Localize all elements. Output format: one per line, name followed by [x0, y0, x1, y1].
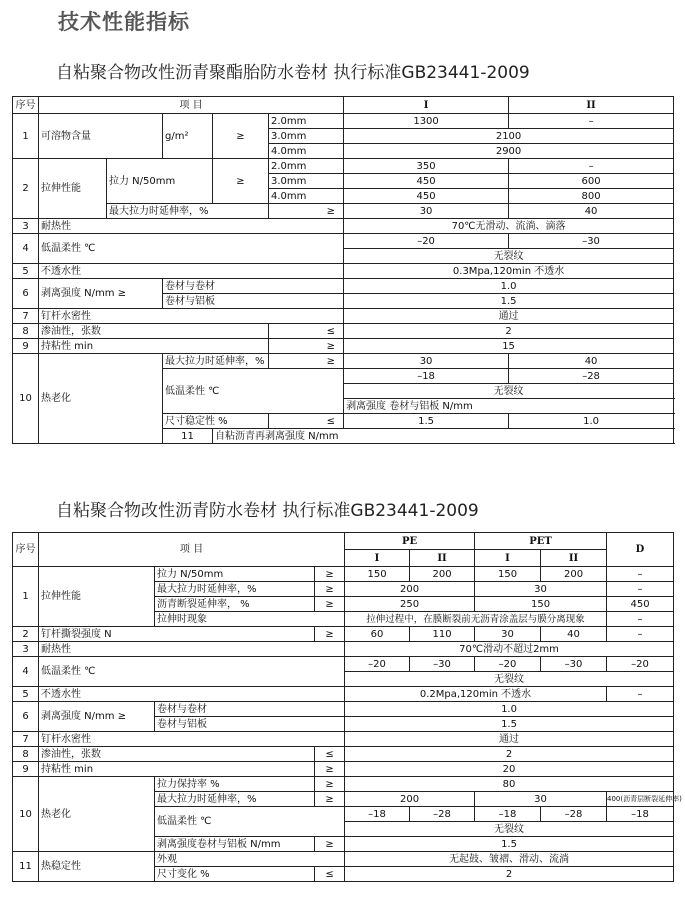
row-no: 10 — [13, 354, 39, 444]
cell-value: 2 — [345, 747, 674, 762]
header-pet: PET — [475, 533, 607, 550]
row-name: 剥离强度 N/mm ≥ — [39, 279, 163, 309]
cell-value: 20 — [345, 762, 674, 777]
cell-value: –18 — [475, 807, 541, 822]
row-op: ≥ — [315, 792, 345, 807]
cell-value: 1.5 — [344, 294, 674, 309]
row-no: 1 — [13, 567, 39, 627]
cell-value: –20 — [607, 657, 674, 672]
cell-value: 70℃无滑动、流淌、滴落 — [344, 219, 674, 234]
table-row — [13, 627, 674, 642]
sub-item: 最大拉力时延伸率，% — [155, 582, 315, 597]
cell-value: 350 — [344, 159, 509, 174]
sub-item: 剥离强度卷材与铝板 N/mm — [155, 837, 315, 852]
cell-value: 30 — [344, 354, 509, 369]
row-unit: g/m² — [163, 114, 213, 159]
row-no: 11 — [163, 429, 213, 444]
table-row — [13, 354, 674, 369]
row-name: 耐热性 — [39, 642, 345, 657]
table-row — [13, 852, 674, 867]
cell-value: 0.2Mpa,120min 不透水 — [345, 687, 607, 702]
cell-value: –20 — [345, 657, 410, 672]
sub-item: 拉力 N/50mm — [107, 159, 213, 204]
row-op: ≥ — [269, 339, 344, 354]
row-name: 热老化 — [39, 354, 163, 444]
header-grade-i: I — [344, 97, 509, 114]
cell-value: –30 — [410, 657, 475, 672]
cell-value: – — [607, 687, 674, 702]
cell-value: – — [509, 159, 674, 174]
row-no: 6 — [13, 702, 39, 732]
row-no: 8 — [13, 324, 39, 339]
cell-value: 1.0 — [509, 414, 674, 429]
cell-value: 200 — [541, 567, 607, 582]
sub-item: 卷材与铝板 — [163, 294, 344, 309]
table-row — [13, 732, 674, 747]
cell-value: 450 — [344, 174, 509, 189]
header-grade-ii: II — [509, 97, 674, 114]
table-row — [13, 657, 674, 672]
table-row — [13, 234, 674, 249]
row-name: 钉杆撕裂强度 N — [39, 627, 315, 642]
cell-value: 2 — [345, 867, 674, 882]
row-name: 渗油性，张数 — [39, 324, 269, 339]
table-row — [13, 114, 674, 129]
row-no: 6 — [13, 279, 39, 309]
header-grade-ii: II — [541, 550, 607, 567]
table-row — [13, 309, 674, 324]
cell-value: 40 — [541, 627, 607, 642]
row-no: 9 — [13, 339, 39, 354]
row-name: 可溶物含量 — [39, 114, 163, 159]
thickness: 4.0mm — [269, 144, 344, 159]
row-op: ≥ — [269, 204, 344, 219]
row-name: 钉杆水密性 — [39, 309, 344, 324]
row-name: 持粘性 min — [39, 762, 315, 777]
row-op: ≥ — [315, 597, 345, 612]
table-row — [13, 702, 674, 717]
product-title-2: 自粘聚合物改性沥青防水卷材 执行标准GB23441-2009 — [56, 501, 479, 521]
row-op: ≥ — [315, 777, 345, 792]
cell-value: –30 — [509, 234, 674, 249]
cell-value: 250 — [345, 597, 475, 612]
row-no: 5 — [13, 687, 39, 702]
cell-value: 450 — [344, 189, 509, 204]
sub-item: 沥青断裂延伸率， % — [155, 597, 315, 612]
cell-value: 600 — [509, 174, 674, 189]
row-op: ≥ — [315, 567, 345, 582]
table-row — [13, 219, 674, 234]
row-name: 拉伸性能 — [39, 159, 107, 219]
cell-value: – — [509, 114, 674, 129]
cell-value: 无起鼓、皱褶、滑动、流淌 — [345, 852, 674, 867]
cell-value: – — [607, 627, 674, 642]
header-item: 项 目 — [39, 97, 344, 114]
cell-value: 150 — [475, 597, 607, 612]
cell-value: 70℃滑动不超过2mm — [345, 642, 674, 657]
table-row — [13, 204, 674, 219]
sub-item: 最大拉力时延伸率，% — [107, 204, 269, 219]
cell-value: 30 — [475, 582, 607, 597]
table-row — [13, 747, 674, 762]
header-pe: PE — [345, 533, 475, 550]
sub-item: 剥离强度 卷材与铝板 N/mm — [344, 399, 674, 414]
row-no: 1 — [13, 114, 39, 159]
cell-value: 2 — [344, 324, 674, 339]
cell-value: 150 — [475, 567, 541, 582]
row-op: ≥ — [213, 159, 269, 204]
row-op: ≥ — [315, 582, 345, 597]
cell-value: 800 — [509, 189, 674, 204]
table-row — [13, 324, 674, 339]
row-no: 2 — [13, 159, 39, 219]
cell-value: 30 — [475, 627, 541, 642]
cell-value: 40 — [509, 204, 674, 219]
row-no: 10 — [13, 777, 39, 852]
thickness: 2.0mm — [269, 114, 344, 129]
table-row — [13, 777, 674, 792]
cell-value: 无裂纹 — [344, 384, 674, 399]
cell-value: 通过 — [344, 309, 674, 324]
row-no: 8 — [13, 747, 39, 762]
cell-value: 1300 — [344, 114, 509, 129]
product-title-1: 自粘聚合物改性沥青聚酯胎防水卷材 执行标准GB23441-2009 — [56, 63, 530, 83]
row-op: ≥ — [269, 354, 344, 369]
cell-value: 0.3Mpa,120min 不透水 — [344, 264, 674, 279]
row-no: 4 — [13, 234, 39, 264]
header-no: 序号 — [13, 533, 39, 567]
sub-item: 卷材与卷材 — [163, 279, 344, 294]
row-op: ≤ — [315, 867, 345, 882]
sub-item: 尺寸稳定性 % — [163, 414, 269, 429]
row-no: 9 — [13, 762, 39, 777]
table-row — [13, 762, 674, 777]
cell-value: –20 — [475, 657, 541, 672]
cell-value: –18 — [344, 369, 509, 384]
row-name: 不透水性 — [39, 687, 345, 702]
thickness: 3.0mm — [269, 129, 344, 144]
row-op: ≤ — [269, 414, 344, 429]
cell-value: 2100 — [344, 129, 674, 144]
row-name: 低温柔性 ℃ — [39, 657, 345, 687]
row-no: 3 — [13, 642, 39, 657]
cell-value: 1.5 — [345, 837, 674, 852]
sub-item: 低温柔性 ℃ — [163, 369, 344, 414]
cell-value: 200 — [345, 792, 475, 807]
cell-value: 通过 — [345, 732, 674, 747]
cell-value: 200 — [345, 582, 475, 597]
header-grade-i: I — [345, 550, 410, 567]
sub-item: 卷材与卷材 — [155, 702, 345, 717]
row-name: 剥离强度 N/mm ≥ — [39, 702, 155, 732]
cell-value: –28 — [541, 807, 607, 822]
row-name: 低温柔性 ℃ — [39, 234, 344, 264]
row-op: ≤ — [315, 747, 345, 762]
table-row — [13, 339, 674, 354]
row-no: 4 — [13, 657, 39, 687]
sub-item: 卷材与铝板 — [155, 717, 345, 732]
sub-item: 拉力保持率 % — [155, 777, 315, 792]
cell-value: – — [607, 567, 674, 582]
cell-value: – — [607, 582, 674, 597]
row-no: 5 — [13, 264, 39, 279]
cell-value: 200 — [410, 567, 475, 582]
cell-value: 15 — [344, 339, 674, 354]
row-name: 拉伸性能 — [39, 567, 155, 627]
header-d: D — [607, 533, 674, 567]
cell-value: 拉伸过程中，在膜断裂前无沥青涂盖层与膜分离现象 — [345, 612, 607, 627]
row-name: 热稳定性 — [39, 852, 155, 882]
sub-item: 拉力 N/50mm — [155, 567, 315, 582]
cell-value: 1.0 — [344, 279, 674, 294]
sub-item: 最大拉力时延伸率，% — [163, 354, 269, 369]
row-name: 持粘性 min — [39, 339, 269, 354]
cell-value: 400(沥青层断裂延伸率) — [607, 792, 674, 807]
row-op: ≥ — [315, 762, 345, 777]
cell-value: 1.5 — [345, 717, 674, 732]
spec-table-2 — [12, 532, 682, 882]
sub-item: 外观 — [155, 852, 345, 867]
sub-item: 尺寸变化 % — [155, 867, 315, 882]
cell-value: 110 — [410, 627, 475, 642]
row-no: 3 — [13, 219, 39, 234]
thickness: 4.0mm — [269, 189, 344, 204]
row-no: 7 — [13, 309, 39, 324]
spec-table-1 — [12, 96, 674, 444]
table-header — [13, 97, 674, 114]
cell-value: – — [607, 612, 674, 627]
sub-item: 拉伸时现象 — [155, 612, 345, 627]
cell-value: 2900 — [344, 144, 674, 159]
row-name: 自粘沥青再剥离强度 N/mm — [213, 429, 674, 444]
cell-value: 无裂纹 — [345, 672, 674, 687]
page-heading: 技术性能指标 — [58, 10, 190, 34]
row-no: 7 — [13, 732, 39, 747]
row-name: 不透水性 — [39, 264, 344, 279]
header-no: 序号 — [13, 97, 39, 114]
cell-value: –20 — [344, 234, 509, 249]
table-row — [13, 264, 674, 279]
cell-value: –18 — [607, 807, 674, 822]
table-row — [13, 159, 674, 174]
row-op: ≤ — [269, 324, 344, 339]
row-op: ≥ — [315, 837, 345, 852]
cell-value: 30 — [344, 204, 509, 219]
thickness: 3.0mm — [269, 174, 344, 189]
sub-item: 低温柔性 ℃ — [155, 807, 345, 837]
cell-value: 无裂纹 — [344, 249, 674, 264]
cell-value: –30 — [541, 657, 607, 672]
row-op: ≥ — [213, 114, 269, 159]
cell-value: 450 — [607, 597, 674, 612]
header-grade-i: I — [475, 550, 541, 567]
table-row — [13, 279, 674, 294]
table-header — [13, 533, 674, 550]
thickness: 2.0mm — [269, 159, 344, 174]
row-name: 耐热性 — [39, 219, 344, 234]
cell-value: 80 — [345, 777, 674, 792]
cell-value: 150 — [345, 567, 410, 582]
sub-item: 最大拉力时延伸率，% — [155, 792, 315, 807]
table-row — [13, 687, 674, 702]
cell-value: 1.5 — [344, 414, 509, 429]
row-name: 渗油性，张数 — [39, 747, 315, 762]
row-name: 热老化 — [39, 777, 155, 852]
table-row — [13, 567, 674, 582]
cell-value: –18 — [345, 807, 410, 822]
row-no: 2 — [13, 627, 39, 642]
cell-value: –28 — [410, 807, 475, 822]
cell-value: 30 — [475, 792, 607, 807]
cell-value: –28 — [509, 369, 674, 384]
row-op: ≥ — [315, 627, 345, 642]
header-item: 项 目 — [39, 533, 345, 567]
cell-value: 1.0 — [345, 702, 674, 717]
cell-value: 60 — [345, 627, 410, 642]
row-no: 11 — [13, 852, 39, 882]
header-grade-ii: II — [410, 550, 475, 567]
row-name: 钉杆水密性 — [39, 732, 345, 747]
cell-value: 40 — [509, 354, 674, 369]
cell-value: 无裂纹 — [345, 822, 674, 837]
table-row — [13, 642, 674, 657]
